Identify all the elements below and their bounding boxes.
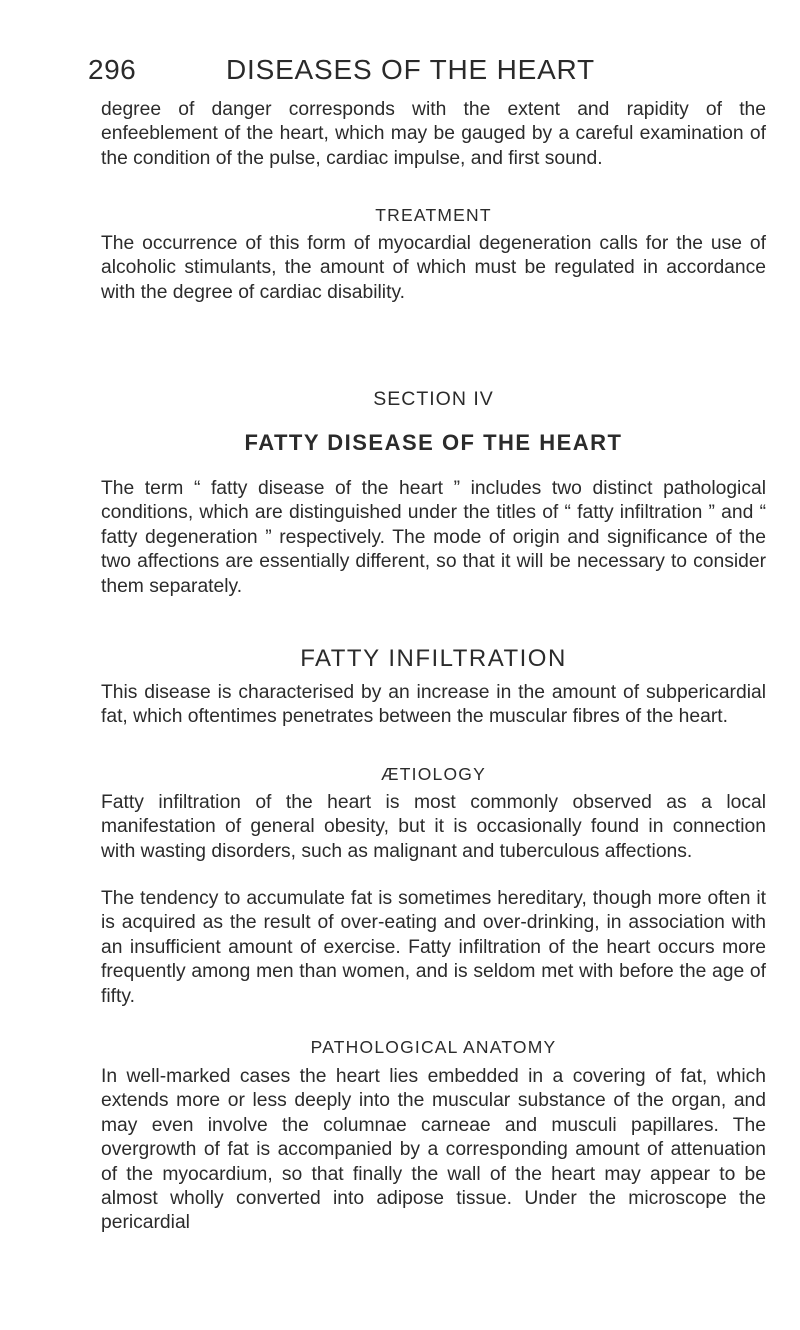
running-title: DISEASES OF THE HEART (226, 54, 595, 85)
body-paragraph: This disease is characterised by an increase in the amount of subpericardial fat, which oftentimes penetrates between the muscular fibres of the heart. (101, 682, 766, 728)
section-label-block (101, 388, 766, 411)
heading-fatty-disease: FATTY DISEASE OF THE HEART (244, 430, 623, 455)
heading-fatty-infiltration-block (101, 645, 766, 673)
paragraph-pathology (101, 1065, 766, 1236)
paragraph-danger (101, 98, 766, 171)
heading-fatty-infiltration: FATTY INFILTRATION (300, 645, 567, 672)
paragraph-infiltration (101, 681, 766, 730)
body-paragraph: The tendency to accumulate fat is sometimes hereditary, though more often it is acquired as the result of over-eating and over-drinking, in association with an insufficient amount of exercise. Fatty infiltration of the heart occurs more frequently among men than women, and is seldom met with before the age of fifty. (101, 888, 766, 1007)
heading-pathological-anatomy-block (101, 1035, 766, 1059)
paragraph-fatty-disease (101, 477, 766, 599)
body-paragraph: The occurrence of this form of myocardial degeneration calls for the use of alcoholic stimulants, the amount of which must be regulated in accordance with the degree of cardiac disability. (101, 233, 766, 303)
body-paragraph: degree of danger corresponds with the extent and rapidity of the enfeeblement of the heart, which may be gauged by a careful examination of the condition of the pulse, cardiac impulse, and first sound. (101, 99, 766, 169)
book-page (88, 50, 766, 1234)
body-paragraph: Fatty infiltration of the heart is most commonly observed as a local manifestation of general obesity, but it is occasionally found in connection with wasting disorders, such as malignant and tuberculous affections. (101, 792, 766, 862)
paragraph-treatment (101, 232, 766, 305)
heading-pathological-anatomy: PATHOLOGICAL ANATOMY (310, 1037, 557, 1057)
body-paragraph: In well-marked cases the heart lies embedded in a covering of fat, which extends more or less deeply into the muscular substance of the organ, and may even involve the columnae carneae and musculi papillares. The overgrowth of fat is accompanied by a corresponding amount of attenuation of the myocardium, so that finally the wall of the heart may appear to be almost wholly converted into adipose tissue. Under the microscope the pericardial (101, 1066, 766, 1234)
heading-aetiology-block (101, 762, 766, 786)
section-label: SECTION IV (373, 388, 494, 410)
heading-treatment-block (101, 203, 766, 227)
heading-treatment: TREATMENT (375, 205, 492, 225)
paragraph-aetiology-2 (101, 887, 766, 1009)
heading-fatty-disease-block (101, 430, 766, 456)
body-paragraph: The term “ fatty disease of the heart ” includes two distinct pathological conditions, which are distinguished under the titles of “ fatty infiltration ” and “ fatty degeneration ” respectively. The mode of origin and significance of the two affections are essentially different, so that it will be necessary to consider them separately. (101, 478, 766, 597)
page-number: 296 (88, 54, 137, 85)
paragraph-aetiology-1 (101, 791, 766, 864)
running-head (88, 50, 766, 94)
heading-aetiology: ÆTIOLOGY (381, 764, 486, 784)
